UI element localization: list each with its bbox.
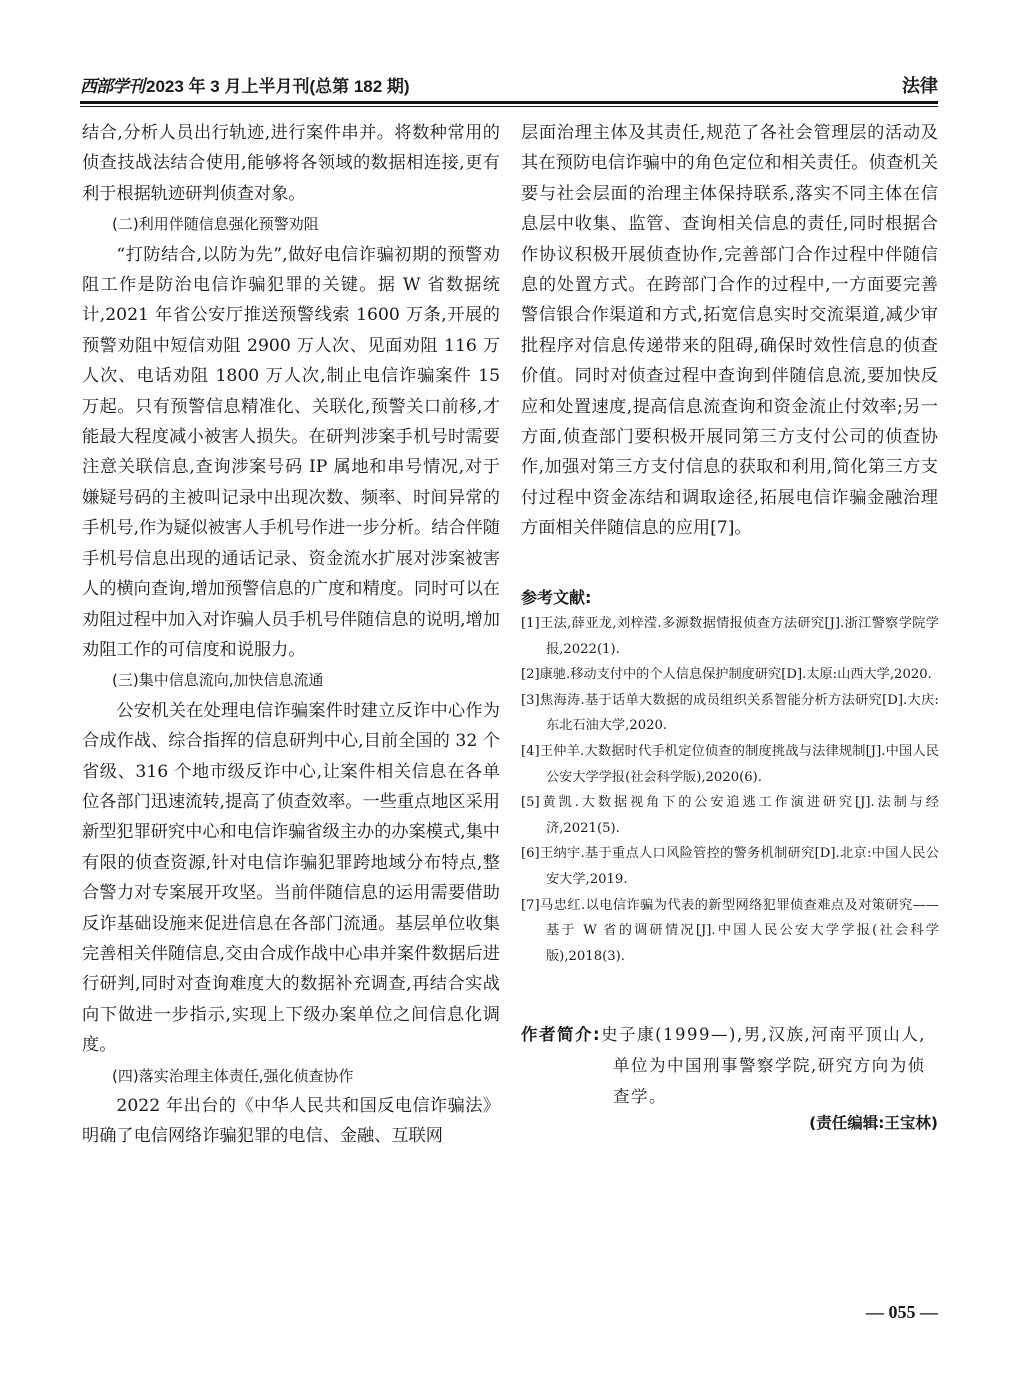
page-number: — 055 — — [866, 1302, 938, 1322]
journal-title — [80, 72, 410, 97]
author-bio — [521, 1019, 939, 1112]
references-list — [521, 611, 939, 969]
body-paragraph: 2022 年出台的《中华人民共和国反电信诈骗法》明确了电信网络诈骗犯罪的电信、金融、互联网 — [82, 1096, 500, 1147]
left-column — [82, 118, 500, 1152]
issue-info: 2023 年 3 月上半月刊(总第 182 期) — [146, 77, 410, 96]
reference-item: [7]马忠红.以电信诈骗为代表的新型网络犯罪侦查难点及对策研究——基于 W 省的调研情况[J].中国人民公安大学学报(社会科学版),2018(3). — [521, 897, 939, 964]
section-heading: (二)利用伴随信息强化预警劝阻 — [112, 215, 319, 234]
reference-item: [6]王纳宇.基于重点人口风险管控的警务机制研究[D].北京:中国人民公安大学,2019. — [521, 846, 939, 887]
section-heading: (三)集中信息流向,加快信息流通 — [112, 671, 324, 690]
references-title: 参考文献: — [521, 588, 592, 607]
reference-item: [5]黄凯.大数据视角下的公安追逃工作演进研究[J].法制与经济,2021(5). — [521, 795, 939, 836]
reference-item: [2]康驰.移动支付中的个人信息保护制度研究[D].太原:山西大学,2020. — [521, 667, 932, 683]
reference-item: [3]焦海涛.基于话单大数据的成员组织关系智能分析方法研究[D].大庆:东北石油大学,2020. — [521, 692, 939, 734]
body-paragraph: 公安机关在处理电信诈骗案件时建立反诈中心作为合成作战、综合指挥的信息研判中心,目前全国的 32 个省级、316 个地市级反诈中心,让案件相关信息在各单位各部门迅速流转,提高了侦查效率。一些重点地区采用新型犯罪研究中心和电信诈骗省级主办的办案模式,集中有限的侦查资源,针对电信诈骗犯罪跨地域分布特点,整合警力对专案展开攻坚。当前伴随信息的运用需要借助反诈基础设施来促进信息在各部门流通。基层单位收集完善相关伴随信息,交由合成作战中心串并案件数据后进行研判,同时对查询难度大的数据补充调查,再结合实战向下做进一步指示,实现上下级办案单位之间信息化调度。 — [82, 700, 500, 1056]
header-rule-thin — [80, 106, 938, 107]
page-header — [80, 72, 938, 100]
right-column — [521, 118, 938, 544]
author-label: 作者简介: — [521, 1025, 602, 1044]
author-text: 史子康(1999—),男,汉族,河南平顶山人,单位为中国刑事警察学院,研究方向为侦查学。 — [601, 1025, 926, 1106]
body-paragraph: “打防结合,以防为先”,做好电信诈骗初期的预警劝阻工作是防治电信诈骗犯罪的关键。据 W 省数据统计,2021 年省公安厅推送预警线索 1600 万条,开展的预警劝阻中短信劝阻 2900 万人次、见面劝阻 116 万人次、电话劝阻 1800 万人次,制止电信诈骗案件 15 万起。只有预警信息精准化、关联化,预警关口前移,才能最大程度减小被害人损失。在研判涉案手机号时需要注意关联信息,查询涉案号码 IP 属地和串号情况,对于嫌疑号码的主被叫记录中出现次数、频率、时间异常的手机号,作为疑似被害人手机号作进一步分析。结合伴随手机号信息出现的通话记录、资金流水扩展对涉案被害人的横向查询,增加预警信息的广度和精度。同时可以在劝阻过程中加入对诈骗人员手机号伴随信息的说明,增加劝阻工作的可信度和说服力。 — [82, 244, 500, 660]
section-heading: (四)落实治理主体责任,强化侦查协作 — [112, 1066, 354, 1085]
section-name: 法律 — [902, 76, 938, 97]
body-paragraph: 层面治理主体及其责任,规范了各社会管理层的活动及其在预防电信诈骗中的角色定位和相关责任。侦查机关要与社会层面的治理主体保持联系,落实不同主体在信息层中收集、监管、查询相关信息的责任,同时根据合作协议积极开展侦查协作,完善部门合作过程中伴随信息的处置方式。在跨部门合作的过程中,一方面要完善警信银合作渠道和方式,拓宽信息实时交流渠道,减少审批程序对信息传递带来的阻碍,确保时效性信息的侦查价值。同时对侦查过程中查询到伴随信息流,要加快反应和处置速度,提高信息流查询和资金流止付效率;另一方面,侦查部门要积极开展同第三方支付公司的侦查协作,加强对第三方支付信息的获取和利用,简化第三方支付过程中资金冻结和调取途径,拓展电信诈骗金融治理方面相关伴随信息的应用[7]。 — [521, 123, 938, 539]
reference-item: [1]王法,薛亚龙,刘梓滢.多源数据情报侦查方法研究[J].浙江警察学院学报,2022(1). — [521, 616, 939, 657]
header-rule — [80, 101, 938, 104]
responsible-editor: (责任编辑:王宝林) — [809, 1114, 938, 1132]
body-paragraph: 结合,分析人员出行轨迹,进行案件串并。将数种常用的侦查技战法结合使用,能够将各领域的数据相连接,更有利于根据轨迹研判侦查对象。 — [82, 123, 500, 204]
reference-item: [4]王仲羊.大数据时代手机定位侦查的制度挑战与法律规制[J].中国人民公安大学学报(社会科学版),2020(6). — [521, 743, 939, 785]
author-info — [521, 1019, 939, 1112]
journal-logo: 西部学刊 — [80, 77, 144, 97]
